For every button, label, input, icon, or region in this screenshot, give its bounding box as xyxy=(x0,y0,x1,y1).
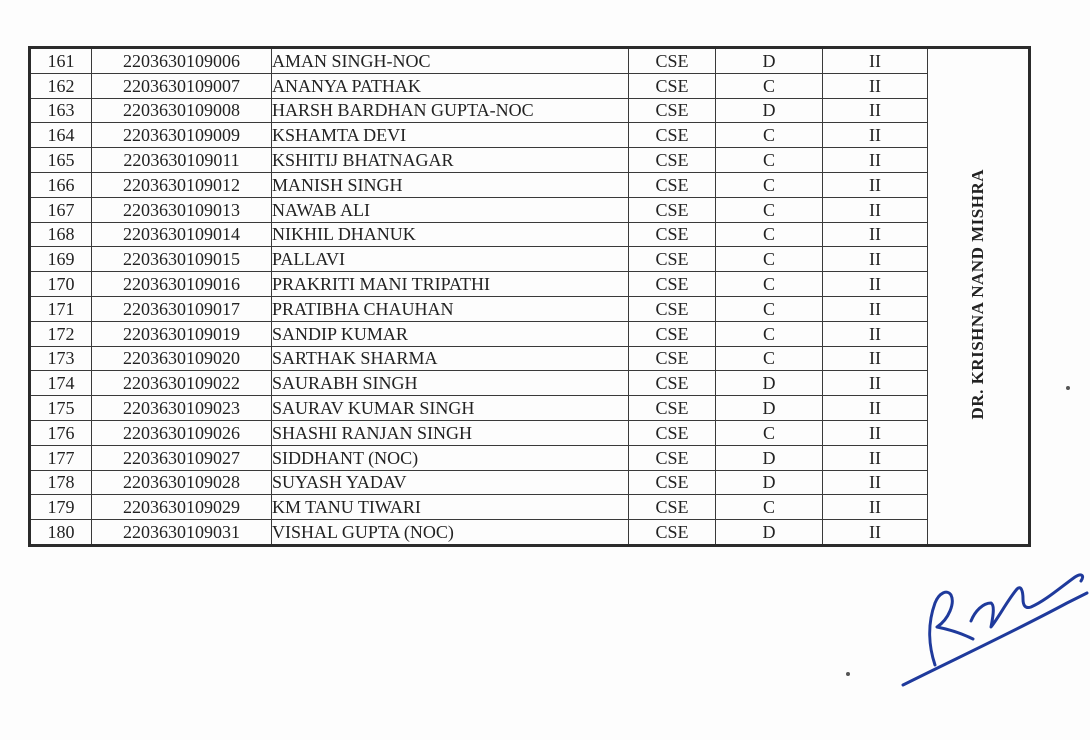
table-row xyxy=(30,346,1030,371)
branch-cell: CSE xyxy=(629,396,716,421)
section-cell: D xyxy=(716,396,823,421)
year-cell: II xyxy=(823,222,928,247)
section-cell: C xyxy=(716,123,823,148)
year-cell: II xyxy=(823,420,928,445)
table-row xyxy=(30,272,1030,297)
roll-number-cell: 2203630109007 xyxy=(92,73,272,98)
serial-number-cell: 163 xyxy=(30,98,92,123)
serial-number-cell: 169 xyxy=(30,247,92,272)
section-cell: C xyxy=(716,272,823,297)
roll-number-cell: 2203630109028 xyxy=(92,470,272,495)
section-cell: D xyxy=(716,48,823,74)
roll-number-cell: 2203630109020 xyxy=(92,346,272,371)
student-name-cell: PALLAVI xyxy=(272,247,629,272)
year-cell: II xyxy=(823,197,928,222)
student-name-cell: PRATIBHA CHAUHAN xyxy=(272,296,629,321)
branch-cell: CSE xyxy=(629,420,716,445)
branch-cell: CSE xyxy=(629,247,716,272)
roll-number-cell: 2203630109006 xyxy=(92,48,272,74)
student-name-cell: SARTHAK SHARMA xyxy=(272,346,629,371)
table-row xyxy=(30,172,1030,197)
section-cell: C xyxy=(716,247,823,272)
table-row xyxy=(30,73,1030,98)
serial-number-cell: 164 xyxy=(30,123,92,148)
roll-number-cell: 2203630109023 xyxy=(92,396,272,421)
serial-number-cell: 175 xyxy=(30,396,92,421)
student-name-cell: SHASHI RANJAN SINGH xyxy=(272,420,629,445)
section-cell: D xyxy=(716,445,823,470)
serial-number-cell: 162 xyxy=(30,73,92,98)
table-row xyxy=(30,197,1030,222)
branch-cell: CSE xyxy=(629,148,716,173)
branch-cell: CSE xyxy=(629,172,716,197)
roll-number-cell: 2203630109031 xyxy=(92,520,272,546)
section-cell: D xyxy=(716,98,823,123)
serial-number-cell: 165 xyxy=(30,148,92,173)
roll-number-cell: 2203630109026 xyxy=(92,420,272,445)
scan-speck xyxy=(846,672,850,676)
serial-number-cell: 176 xyxy=(30,420,92,445)
branch-cell: CSE xyxy=(629,495,716,520)
section-cell: C xyxy=(716,346,823,371)
student-name-cell: NAWAB ALI xyxy=(272,197,629,222)
year-cell: II xyxy=(823,520,928,546)
section-cell: D xyxy=(716,470,823,495)
section-cell: C xyxy=(716,172,823,197)
serial-number-cell: 171 xyxy=(30,296,92,321)
year-cell: II xyxy=(823,470,928,495)
roll-number-cell: 2203630109015 xyxy=(92,247,272,272)
roll-number-cell: 2203630109013 xyxy=(92,197,272,222)
year-cell: II xyxy=(823,396,928,421)
table-row xyxy=(30,371,1030,396)
roll-number-cell: 2203630109022 xyxy=(92,371,272,396)
student-name-cell: NIKHIL DHANUK xyxy=(272,222,629,247)
student-name-cell: KSHAMTA DEVI xyxy=(272,123,629,148)
section-cell: C xyxy=(716,197,823,222)
branch-cell: CSE xyxy=(629,197,716,222)
section-cell: C xyxy=(716,73,823,98)
branch-cell: CSE xyxy=(629,346,716,371)
student-name-cell: SAURABH SINGH xyxy=(272,371,629,396)
section-cell: D xyxy=(716,520,823,546)
branch-cell: CSE xyxy=(629,222,716,247)
student-name-cell: AMAN SINGH-NOC xyxy=(272,48,629,74)
section-cell: C xyxy=(716,321,823,346)
serial-number-cell: 172 xyxy=(30,321,92,346)
year-cell: II xyxy=(823,172,928,197)
branch-cell: CSE xyxy=(629,73,716,98)
year-cell: II xyxy=(823,73,928,98)
roll-number-cell: 2203630109011 xyxy=(92,148,272,173)
branch-cell: CSE xyxy=(629,48,716,74)
section-cell: C xyxy=(716,222,823,247)
table-row xyxy=(30,520,1030,546)
student-name-cell: VISHAL GUPTA (NOC) xyxy=(272,520,629,546)
year-cell: II xyxy=(823,272,928,297)
year-cell: II xyxy=(823,98,928,123)
branch-cell: CSE xyxy=(629,296,716,321)
branch-cell: CSE xyxy=(629,520,716,546)
table-row xyxy=(30,222,1030,247)
table-row xyxy=(30,396,1030,421)
student-name-cell: SIDDHANT (NOC) xyxy=(272,445,629,470)
year-cell: II xyxy=(823,296,928,321)
student-name-cell: SUYASH YADAV xyxy=(272,470,629,495)
student-name-cell: MANISH SINGH xyxy=(272,172,629,197)
roll-number-cell: 2203630109027 xyxy=(92,445,272,470)
roll-number-cell: 2203630109016 xyxy=(92,272,272,297)
branch-cell: CSE xyxy=(629,445,716,470)
mentor-cell xyxy=(928,48,1030,546)
handwritten-signature xyxy=(895,555,1090,690)
year-cell: II xyxy=(823,148,928,173)
table-row xyxy=(30,470,1030,495)
branch-cell: CSE xyxy=(629,98,716,123)
serial-number-cell: 166 xyxy=(30,172,92,197)
serial-number-cell: 173 xyxy=(30,346,92,371)
student-name-cell: KM TANU TIWARI xyxy=(272,495,629,520)
roll-number-cell: 2203630109017 xyxy=(92,296,272,321)
table-row xyxy=(30,48,1030,74)
serial-number-cell: 179 xyxy=(30,495,92,520)
year-cell: II xyxy=(823,123,928,148)
serial-number-cell: 180 xyxy=(30,520,92,546)
student-name-cell: ANANYA PATHAK xyxy=(272,73,629,98)
serial-number-cell: 167 xyxy=(30,197,92,222)
year-cell: II xyxy=(823,495,928,520)
section-cell: C xyxy=(716,495,823,520)
mentor-name: DR. KRISHNA NAND MISHRA xyxy=(968,169,987,420)
table-row xyxy=(30,495,1030,520)
student-name-cell: KSHITIJ BHATNAGAR xyxy=(272,148,629,173)
table-row xyxy=(30,98,1030,123)
branch-cell: CSE xyxy=(629,321,716,346)
table-row xyxy=(30,148,1030,173)
serial-number-cell: 178 xyxy=(30,470,92,495)
table-row xyxy=(30,247,1030,272)
roll-number-cell: 2203630109014 xyxy=(92,222,272,247)
table-row xyxy=(30,445,1030,470)
roll-number-cell: 2203630109012 xyxy=(92,172,272,197)
student-name-cell: HARSH BARDHAN GUPTA-NOC xyxy=(272,98,629,123)
student-mentor-table xyxy=(28,46,1031,547)
table-body xyxy=(30,48,1030,546)
table-row xyxy=(30,420,1030,445)
scan-speck xyxy=(1066,386,1070,390)
student-name-cell: SANDIP KUMAR xyxy=(272,321,629,346)
table-row xyxy=(30,123,1030,148)
roll-number-cell: 2203630109009 xyxy=(92,123,272,148)
roll-number-cell: 2203630109019 xyxy=(92,321,272,346)
table-row xyxy=(30,321,1030,346)
serial-number-cell: 168 xyxy=(30,222,92,247)
year-cell: II xyxy=(823,371,928,396)
section-cell: C xyxy=(716,420,823,445)
student-name-cell: SAURAV KUMAR SINGH xyxy=(272,396,629,421)
section-cell: C xyxy=(716,296,823,321)
serial-number-cell: 174 xyxy=(30,371,92,396)
section-cell: D xyxy=(716,371,823,396)
serial-number-cell: 161 xyxy=(30,48,92,74)
year-cell: II xyxy=(823,247,928,272)
roll-number-cell: 2203630109029 xyxy=(92,495,272,520)
serial-number-cell: 170 xyxy=(30,272,92,297)
branch-cell: CSE xyxy=(629,470,716,495)
section-cell: C xyxy=(716,148,823,173)
year-cell: II xyxy=(823,445,928,470)
branch-cell: CSE xyxy=(629,123,716,148)
year-cell: II xyxy=(823,321,928,346)
branch-cell: CSE xyxy=(629,272,716,297)
table-row xyxy=(30,296,1030,321)
roll-number-cell: 2203630109008 xyxy=(92,98,272,123)
year-cell: II xyxy=(823,346,928,371)
serial-number-cell: 177 xyxy=(30,445,92,470)
year-cell: II xyxy=(823,48,928,74)
student-name-cell: PRAKRITI MANI TRIPATHI xyxy=(272,272,629,297)
branch-cell: CSE xyxy=(629,371,716,396)
